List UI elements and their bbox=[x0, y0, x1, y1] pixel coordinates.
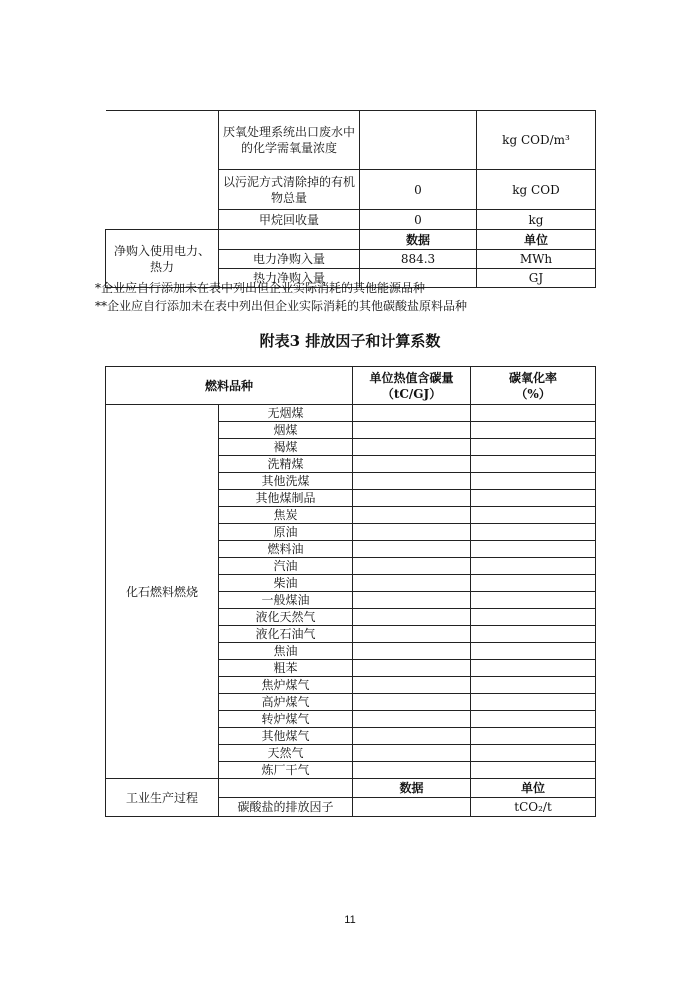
row-value: 0 bbox=[360, 210, 477, 230]
oxidation-rate-cell bbox=[471, 643, 596, 660]
fuel-name: 炼厂干气 bbox=[219, 762, 353, 779]
carbon-content-cell bbox=[353, 626, 471, 643]
fuel-name: 高炉煤气 bbox=[219, 694, 353, 711]
carbon-content-cell bbox=[353, 592, 471, 609]
oxidation-rate-cell bbox=[471, 422, 596, 439]
fuel-name: 无烟煤 bbox=[219, 405, 353, 422]
oxidation-rate-cell bbox=[471, 473, 596, 490]
oxidation-rate-cell bbox=[471, 405, 596, 422]
unit-column-header: 单位 bbox=[471, 779, 596, 798]
table-header-row bbox=[106, 367, 596, 405]
page-number: 11 bbox=[344, 914, 356, 926]
row-unit: kg COD bbox=[477, 170, 596, 210]
carbon-content-cell bbox=[353, 456, 471, 473]
carbon-content-cell bbox=[353, 507, 471, 524]
carbon-content-cell bbox=[353, 728, 471, 745]
carbon-content-cell bbox=[353, 660, 471, 677]
table-row bbox=[106, 210, 596, 230]
fuel-name: 一般煤油 bbox=[219, 592, 353, 609]
row-item: 电力净购入量 bbox=[219, 250, 360, 269]
row-item: 厌氧处理系统出口废水中的化学需氧量浓度 bbox=[219, 111, 360, 170]
row-item: 碳酸盐的排放因子 bbox=[219, 798, 353, 817]
oxidation-rate-cell bbox=[471, 711, 596, 728]
row-value bbox=[360, 111, 477, 170]
energy-consumption-table bbox=[105, 110, 596, 288]
carbon-content-cell bbox=[353, 643, 471, 660]
carbon-content-cell bbox=[353, 694, 471, 711]
carbon-content-cell bbox=[353, 558, 471, 575]
row-value: 0 bbox=[360, 170, 477, 210]
oxidation-rate-cell bbox=[471, 592, 596, 609]
fuel-name: 液化天然气 bbox=[219, 609, 353, 626]
table-row bbox=[106, 170, 596, 210]
carbon-content-cell bbox=[353, 405, 471, 422]
carbon-content-cell bbox=[353, 711, 471, 728]
row-value: 884.3 bbox=[360, 250, 477, 269]
fuel-name: 原油 bbox=[219, 524, 353, 541]
row-item: 以污泥方式清除掉的有机物总量 bbox=[219, 170, 360, 210]
row-value bbox=[353, 798, 471, 817]
carbon-content-cell bbox=[353, 490, 471, 507]
fuel-row bbox=[106, 405, 596, 422]
row-item: 热力净购入量 bbox=[219, 269, 360, 288]
industry-group-label: 工业生产过程 bbox=[106, 779, 219, 817]
fuel-name: 天然气 bbox=[219, 745, 353, 762]
oxidation-rate-cell bbox=[471, 762, 596, 779]
oxidation-rate-cell bbox=[471, 456, 596, 473]
row-unit: tCO₂/t bbox=[471, 798, 596, 817]
table-header-row bbox=[106, 230, 596, 250]
row-item: 甲烷回收量 bbox=[219, 210, 360, 230]
carbon-content-cell bbox=[353, 762, 471, 779]
fuel-name: 洗精煤 bbox=[219, 456, 353, 473]
fuel-name: 粗苯 bbox=[219, 660, 353, 677]
carbon-content-cell bbox=[353, 524, 471, 541]
fuel-name: 液化石油气 bbox=[219, 626, 353, 643]
carbon-content-cell bbox=[353, 677, 471, 694]
oxidation-rate-cell bbox=[471, 694, 596, 711]
fuel-name: 其他煤气 bbox=[219, 728, 353, 745]
oxidation-rate-cell bbox=[471, 677, 596, 694]
fuel-name: 汽油 bbox=[219, 558, 353, 575]
row-unit: MWh bbox=[477, 250, 596, 269]
footnote-carbonate: **企业应自行添加未在表中列出但企业实际消耗的其他碳酸盐原料品种 bbox=[95, 299, 468, 313]
fuel-name: 燃料油 bbox=[219, 541, 353, 558]
emission-factor-table bbox=[105, 366, 596, 817]
industry-header-row bbox=[106, 779, 596, 798]
page-title: 附表3 排放因子和计算系数 bbox=[259, 332, 441, 350]
carbon-content-cell bbox=[353, 541, 471, 558]
oxidation-rate-cell bbox=[471, 439, 596, 456]
fuel-name: 焦炭 bbox=[219, 507, 353, 524]
oxidation-rate-cell bbox=[471, 626, 596, 643]
oxidation-rate-cell bbox=[471, 524, 596, 541]
oxidation-rate-header: 碳氧化率 （%） bbox=[471, 367, 596, 405]
carbon-content-header: 单位热值含碳量 （tC/GJ） bbox=[353, 367, 471, 405]
oxidation-rate-cell bbox=[471, 558, 596, 575]
oxidation-rate-cell bbox=[471, 609, 596, 626]
carbon-content-cell bbox=[353, 575, 471, 592]
carbon-content-cell bbox=[353, 439, 471, 456]
carbon-content-cell bbox=[353, 422, 471, 439]
carbon-content-cell bbox=[353, 609, 471, 626]
unit-column-header: 单位 bbox=[477, 230, 596, 250]
row-unit: kg COD/m³ bbox=[477, 111, 596, 170]
oxidation-rate-cell bbox=[471, 745, 596, 762]
oxidation-rate-cell bbox=[471, 490, 596, 507]
oxidation-rate-cell bbox=[471, 728, 596, 745]
fuel-name: 褐煤 bbox=[219, 439, 353, 456]
fuel-name: 焦炉煤气 bbox=[219, 677, 353, 694]
electricity-group-label: 净购入使用电力、热力 bbox=[106, 230, 219, 288]
fossil-fuel-group-label: 化石燃料燃烧 bbox=[106, 405, 219, 779]
fuel-name: 烟煤 bbox=[219, 422, 353, 439]
oxidation-rate-cell bbox=[471, 507, 596, 524]
oxidation-rate-cell bbox=[471, 575, 596, 592]
fuel-name: 柴油 bbox=[219, 575, 353, 592]
oxidation-rate-cell bbox=[471, 541, 596, 558]
carbon-content-cell bbox=[353, 473, 471, 490]
table-row bbox=[106, 111, 596, 170]
data-column-header: 数据 bbox=[353, 779, 471, 798]
oxidation-rate-cell bbox=[471, 660, 596, 677]
fuel-name: 其他洗煤 bbox=[219, 473, 353, 490]
fuel-name: 转炉煤气 bbox=[219, 711, 353, 728]
fuel-name: 其他煤制品 bbox=[219, 490, 353, 507]
fuel-name: 焦油 bbox=[219, 643, 353, 660]
carbon-content-cell bbox=[353, 745, 471, 762]
row-unit: kg bbox=[477, 210, 596, 230]
fuel-type-header: 燃料品种 bbox=[106, 367, 353, 405]
row-unit: GJ bbox=[477, 269, 596, 288]
data-column-header: 数据 bbox=[360, 230, 477, 250]
footnote-energy: *企业应自行添加未在表中列出但企业实际消耗的其他能源品种 bbox=[95, 281, 426, 295]
